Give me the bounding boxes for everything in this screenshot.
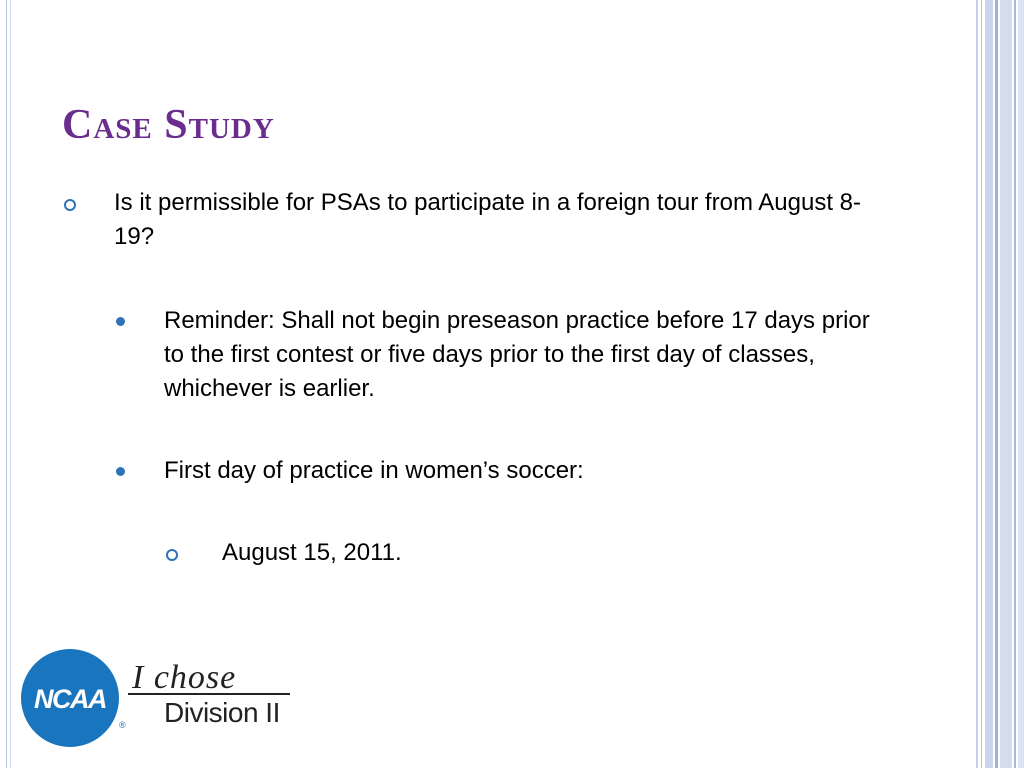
bullet-level-2 bbox=[116, 304, 886, 406]
left-border-line bbox=[10, 0, 11, 768]
right-decorative-border bbox=[976, 0, 1024, 768]
i-chose-script bbox=[128, 656, 298, 702]
ring-bullet-icon bbox=[166, 549, 178, 561]
registered-mark: ® bbox=[119, 720, 126, 730]
ring-bullet-icon bbox=[64, 199, 76, 211]
bullet-level-2 bbox=[116, 454, 886, 488]
dot-bullet-icon bbox=[116, 317, 125, 326]
bullet-text: Is it permissible for PSAs to participate in a foreign tour from August 8-19? bbox=[114, 189, 861, 250]
bullet-level-1 bbox=[64, 186, 884, 254]
ncaa-logo bbox=[20, 646, 128, 750]
left-border-line bbox=[6, 0, 7, 768]
i-chose-text: I chose bbox=[132, 659, 237, 696]
bullet-text: August 15, 2011. bbox=[222, 539, 402, 566]
dot-bullet-icon bbox=[116, 467, 125, 476]
bullet-text: First day of practice in women’s soccer: bbox=[164, 457, 584, 484]
slide-title: Case Study bbox=[62, 102, 275, 148]
division-ii-text: Division II bbox=[164, 697, 280, 728]
bullet-text: Reminder: Shall not begin preseason practice before 17 days prior to the first contest or five days prior to the first day of classes, whichever is earlier. bbox=[164, 307, 870, 402]
bullet-level-3 bbox=[166, 536, 866, 570]
ncaa-logo-text: NCAA bbox=[34, 684, 106, 714]
